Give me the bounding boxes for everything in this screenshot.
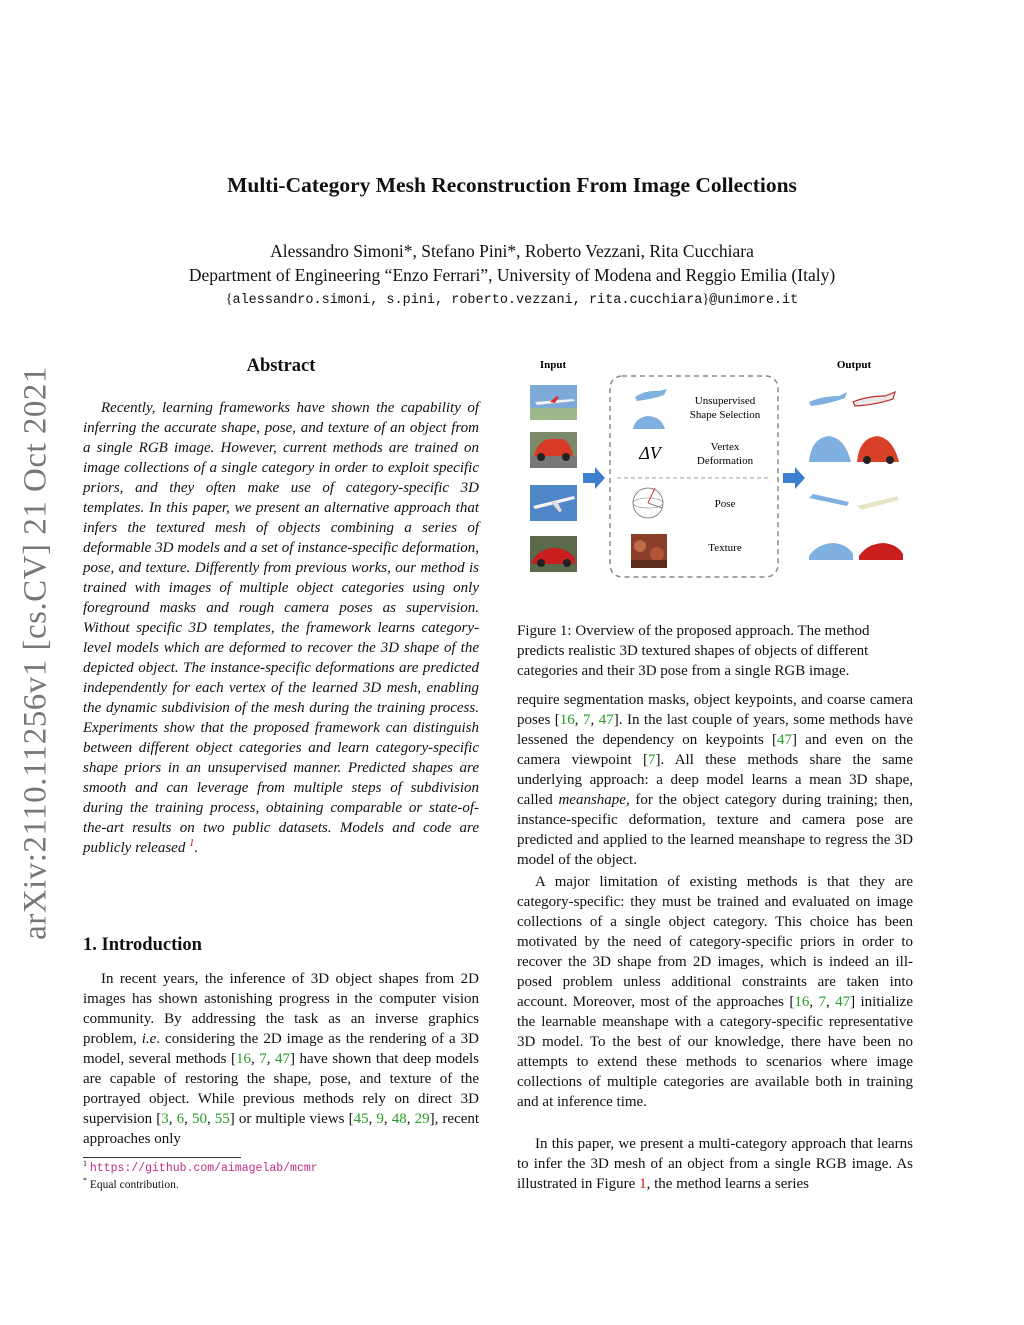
- citation-link[interactable]: 16: [236, 1051, 251, 1067]
- output-sportscar-textured: [859, 543, 903, 560]
- author-emails: {alessandro.simoni, s.pini, roberto.vezzani, rita.cucchiara}@unimore.it: [225, 292, 799, 308]
- citation-link[interactable]: 16: [559, 712, 575, 728]
- car-meanshape-icon: [633, 416, 665, 429]
- repo-link[interactable]: https://github.com/aimagelab/mcmr: [89, 1162, 318, 1175]
- output-sportscar-shape: [809, 543, 853, 560]
- affiliation: Department of Engineering “Enzo Ferrari”, University of Modena and Reggio Emilia (Italy): [188, 265, 836, 285]
- citation-link[interactable]: 6: [176, 1111, 185, 1127]
- svg-text:Deformation: Deformation: [696, 455, 754, 467]
- input-arrow-icon: [583, 467, 605, 489]
- output-airplane-textured: [853, 392, 895, 406]
- svg-text:Texture: Texture: [708, 542, 742, 554]
- svg-text:Unsupervised: Unsupervised: [694, 395, 756, 407]
- citation-link[interactable]: 7: [818, 994, 827, 1010]
- pose-sphere-icon: [633, 488, 663, 518]
- airplane-meanshape-icon: [635, 389, 667, 401]
- citation-link[interactable]: 50: [191, 1111, 207, 1127]
- footnote-ref[interactable]: 1: [189, 838, 195, 849]
- citation-link[interactable]: 47: [776, 732, 792, 748]
- citation-link[interactable]: 9: [376, 1111, 384, 1127]
- citation-link[interactable]: 55: [214, 1111, 230, 1127]
- figure-1-diagram: [517, 350, 917, 590]
- right-paragraph-2: A major limitation of existing methods is that they are category-specific: they must be trained and evaluated on image collections of a single object category. This choice has been motivated by the need of category-specific priors in order to recover the 3D shape from 2D images, which is indeed an ill-posed problem unless additional constraints are taken into account. Moreover, most of the approaches [16, 7, 47] initialize the learnable meanshape with a category-specific representative 3D model. To the best of our knowledge, there have been no attempts to extend these methods to scenarios where image collections of multiple categories are available both in training and at inference time.: [517, 874, 913, 1110]
- svg-text:Vertex: Vertex: [710, 441, 740, 453]
- citation-link[interactable]: 7: [583, 712, 591, 728]
- figure-reference-link[interactable]: 1: [639, 1176, 647, 1192]
- citation-link[interactable]: 3: [161, 1111, 169, 1127]
- output-label: Output: [836, 359, 872, 371]
- input-image-airplane: [530, 385, 577, 420]
- intro-paragraph: In recent years, the inference of 3D object shapes from 2D images has shown astonishing progress in the computer vision community. By addressing the task as an inverse graphics problem, i.e. considering the 2D image as the rendering of a 3D model, several methods [16, 7, 47] have shown that deep models are capable of restoring the shape, pose, and texture of the portrayed object. While previous methods rely on direct 3D supervision [3, 6, 50, 55] or multiple views [45, 9, 48, 29], recent approaches only: [83, 971, 480, 1147]
- footnote-rule: [83, 1157, 241, 1158]
- citation-link[interactable]: 47: [274, 1051, 290, 1067]
- output-jet-textured: [857, 496, 899, 510]
- author-list: Alessandro Simoni*, Stefano Pini*, Roberto Vezzani, Rita Cucchiara: [270, 241, 754, 261]
- svg-text:Pose: Pose: [714, 498, 736, 510]
- output-airplane-shape: [809, 392, 847, 406]
- texture-map-icon: [631, 534, 667, 568]
- figure-1-caption: Figure 1: Overview of the proposed approach. The method predicts realistic 3D textured shapes of objects of different categories and their 3D pose from a single RGB image.: [517, 623, 870, 679]
- citation-link[interactable]: 45: [353, 1111, 369, 1127]
- abstract-heading: Abstract: [246, 356, 316, 376]
- delta-v-icon: ΔV: [639, 443, 661, 463]
- arxiv-sidebar: [16, 358, 56, 948]
- citation-link[interactable]: 16: [794, 994, 810, 1010]
- output-jet-shape: [809, 494, 849, 506]
- abstract-body: Recently, learning frameworks have shown the capability of inferring the accurate shape, pose, and texture of an object from a single RGB image. However, current methods are trained on image collections of a single category in order to exploit specific priors, and they often make use of category-specific 3D templates. In this paper, we present an alternative approach that infers the textured mesh of objects combining a series of deformable 3D models and a set of instance-specific deformation, pose, and texture. Differently from previous works, our method is trained with images of multiple object categories using only foreground masks and rough camera poses as supervision. Without specific 3D templates, the framework learns category-level models which are deformed to recover the 3D shape of the depicted object. The instance-specific deformations are predicted independently for each vertex of the learned 3D mesh, enabling the dynamic subdivision of the mesh during the training process. Experiments show that the proposed framework can distinguish between different object categories and learn category-specific shape priors in an unsupervised manner. Predicted shapes are smooth and can leverage from multiple steps of subdivision during the training process, obtaining comparable or state-of-the-art results on two public datasets. Models and code are publicly released $^1$.: [83, 400, 479, 856]
- citation-link[interactable]: 7: [647, 752, 656, 768]
- input-label: Input: [539, 359, 567, 371]
- input-image-red-car: [530, 432, 577, 468]
- citation-link[interactable]: 7: [259, 1051, 267, 1067]
- citation-link[interactable]: 47: [835, 994, 851, 1010]
- citation-link[interactable]: 29: [414, 1111, 430, 1127]
- right-paragraph-1: require segmentation masks, object keypoints, and coarse camera poses [16, 7, 47]. In the last couple of years, some methods have lessened the dependency on keypoints [47] and even on the camera viewpoint [7]. All these methods share the same underlying approach: a deep model learns a mean 3D shape, called meanshape, for the object category during training; then, instance-specific deformation, texture and camera pose are predicted and applied to the learned meanshape to regress the 3D model of the object.: [517, 692, 913, 868]
- right-paragraph-3: In this paper, we present a multi-category approach that learns to infer the 3D mesh of an object from a single RGB image. As illustrated in Figure 1, the method learns a series: [517, 1136, 913, 1192]
- footnote-1: $^1$ https://github.com/aimagelab/mcmr: [83, 1159, 318, 1175]
- footnote-2: * Equal contribution.: [83, 1176, 179, 1191]
- output-car-shape: [809, 436, 851, 462]
- introduction-heading: 1. Introduction: [83, 935, 202, 955]
- citation-link[interactable]: 48: [391, 1111, 407, 1127]
- citation-link[interactable]: 47: [598, 712, 614, 728]
- input-image-red-sportscar: [530, 536, 577, 572]
- paper-title: Multi-Category Mesh Reconstruction From Image Collections: [227, 173, 797, 197]
- output-arrow-icon: [783, 467, 805, 489]
- arxiv-identifier: arXiv:2110.11256v1 [cs.CV] 21 Oct 2021: [17, 366, 54, 940]
- svg-text:Shape Selection: Shape Selection: [689, 409, 761, 421]
- figure-1: [517, 350, 917, 590]
- input-image-airliner: [530, 485, 577, 521]
